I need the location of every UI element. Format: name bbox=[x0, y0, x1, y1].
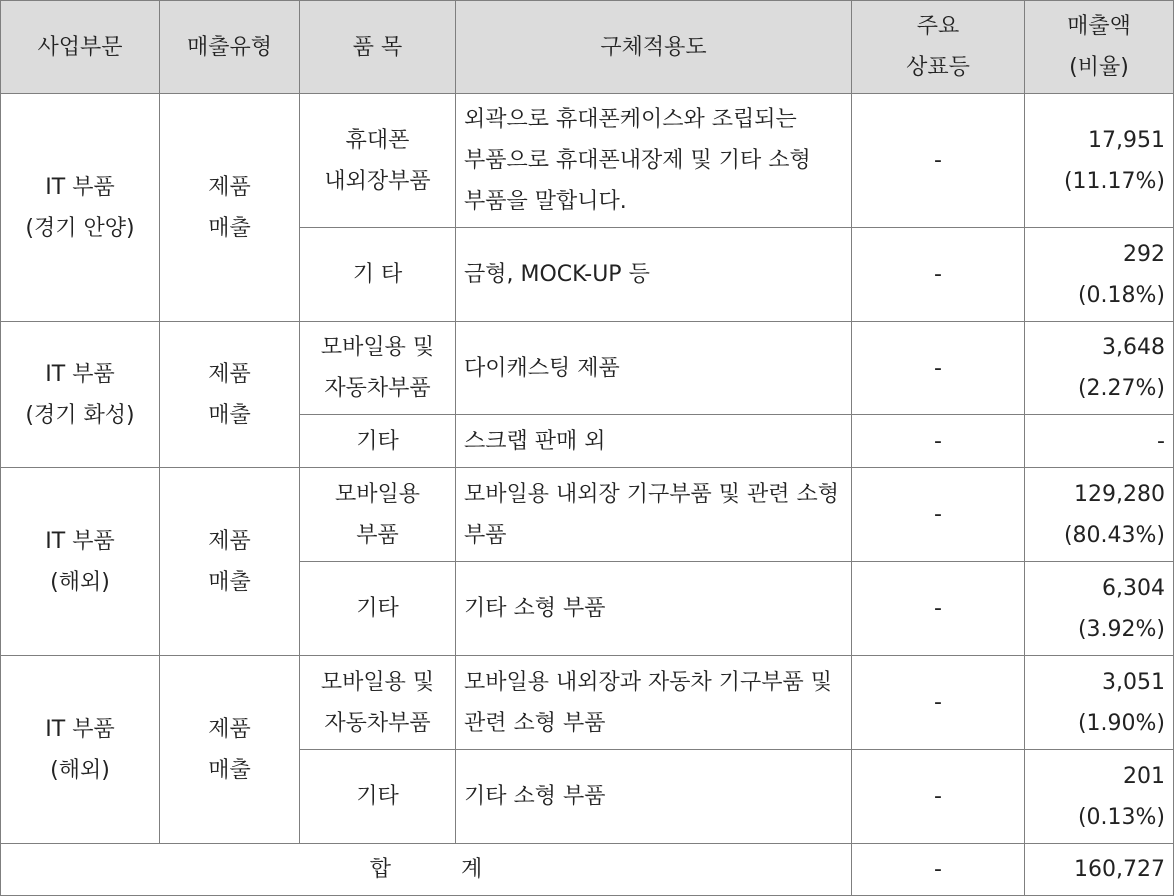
brand-cell: - bbox=[852, 750, 1025, 844]
item-cell bbox=[300, 415, 456, 468]
brand-cell: - bbox=[852, 656, 1025, 750]
item-cell bbox=[300, 562, 456, 656]
header-sales-line2: (비율) bbox=[1069, 55, 1129, 80]
segment-location: (해외) bbox=[50, 757, 110, 783]
segment-cell bbox=[1, 322, 160, 468]
sales-type-cell bbox=[160, 656, 300, 844]
sales-amount: 292 bbox=[1123, 241, 1165, 267]
item-line1: 기 타 bbox=[352, 262, 403, 287]
header-sales-line1: 매출액 bbox=[1067, 14, 1131, 39]
sales-type-line2: 매출 bbox=[208, 757, 251, 783]
sales-amount: 201 bbox=[1123, 763, 1165, 789]
sales-ratio: (2.27%) bbox=[1077, 376, 1165, 401]
table-row bbox=[1, 656, 1174, 750]
item-line2: 부품 bbox=[356, 522, 399, 548]
sales-amount: 3,648 bbox=[1102, 335, 1165, 360]
segment-location: (경기 화성) bbox=[25, 402, 135, 428]
sales-ratio: (0.18%) bbox=[1077, 282, 1165, 308]
sales-type-line1: 제품 bbox=[208, 716, 251, 742]
segment-name: IT 부품 bbox=[45, 174, 115, 200]
sales-ratio: (11.17%) bbox=[1063, 168, 1165, 194]
segment-location: (해외) bbox=[50, 569, 110, 595]
header-brand-line1: 주요 bbox=[916, 14, 960, 39]
sales-amount: 17,951 bbox=[1088, 127, 1165, 153]
usage-cell: 모바일용 내외장 기구부품 및 관련 소형 부품 bbox=[456, 468, 852, 562]
sales-cell bbox=[1025, 656, 1174, 750]
item-line1: 기타 bbox=[356, 428, 399, 454]
sales-ratio: (0.13%) bbox=[1077, 804, 1165, 830]
segment-name: IT 부품 bbox=[45, 716, 115, 742]
header-sales-type: 매출유형 bbox=[160, 1, 300, 94]
brand-cell: - bbox=[852, 228, 1025, 322]
sales-cell bbox=[1025, 468, 1174, 562]
segment-cell bbox=[1, 468, 160, 656]
segment-name: IT 부품 bbox=[45, 528, 115, 554]
segment-location: (경기 안양) bbox=[25, 215, 135, 241]
usage-cell: 기타 소형 부품 bbox=[456, 562, 852, 656]
table-row bbox=[1, 322, 1174, 415]
sales-cell bbox=[1025, 750, 1174, 844]
usage-cell: 스크랩 판매 외 bbox=[456, 415, 852, 468]
item-line1: 휴대폰 bbox=[345, 127, 410, 153]
segment-cell bbox=[1, 94, 160, 322]
sales-type-line2: 매출 bbox=[208, 569, 251, 595]
table-row bbox=[1, 94, 1174, 228]
sales-ratio: (80.43%) bbox=[1063, 522, 1165, 548]
sales-amount: 6,304 bbox=[1102, 575, 1165, 601]
item-line2: 자동차부품 bbox=[324, 710, 431, 736]
sales-ratio: (1.90%) bbox=[1077, 710, 1165, 736]
header-item: 품 목 bbox=[300, 1, 456, 94]
sales-type-cell bbox=[160, 468, 300, 656]
sales-cell bbox=[1025, 415, 1174, 468]
item-cell bbox=[300, 468, 456, 562]
sales-type-line2: 매출 bbox=[208, 402, 251, 428]
sales-type-line1: 제품 bbox=[208, 361, 251, 387]
item-line1: 모바일용 bbox=[334, 481, 420, 507]
item-line1: 기타 bbox=[356, 596, 399, 621]
sales-amount: 3,051 bbox=[1102, 669, 1165, 695]
sales-amount: 129,280 bbox=[1074, 481, 1165, 507]
header-brand bbox=[852, 1, 1025, 94]
brand-cell: - bbox=[852, 468, 1025, 562]
usage-cell: 다이캐스팅 제품 bbox=[456, 322, 852, 415]
total-amount: 160,727 bbox=[1025, 844, 1174, 896]
sales-type-line1: 제품 bbox=[208, 174, 251, 200]
item-line2: 자동차부품 bbox=[324, 376, 431, 401]
sales-type-line1: 제품 bbox=[208, 528, 251, 554]
sales-cell bbox=[1025, 94, 1174, 228]
sales-cell bbox=[1025, 322, 1174, 415]
segment-name: IT 부품 bbox=[45, 361, 115, 387]
header-row bbox=[1, 1, 1174, 94]
item-line1: 모바일용 및 bbox=[320, 335, 435, 360]
total-brand-cell: - bbox=[852, 844, 1025, 896]
usage-cell: 모바일용 내외장과 자동차 기구부품 및 관련 소형 부품 bbox=[456, 656, 852, 750]
sales-type-cell bbox=[160, 322, 300, 468]
sales-cell bbox=[1025, 228, 1174, 322]
header-brand-line2: 상표등 bbox=[906, 55, 970, 80]
brand-cell: - bbox=[852, 94, 1025, 228]
usage-cell: 기타 소형 부품 bbox=[456, 750, 852, 844]
header-usage: 구체적용도 bbox=[456, 1, 852, 94]
item-cell bbox=[300, 94, 456, 228]
brand-cell: - bbox=[852, 322, 1025, 415]
sales-cell bbox=[1025, 562, 1174, 656]
sales-type-cell bbox=[160, 94, 300, 322]
segment-cell bbox=[1, 656, 160, 844]
item-cell bbox=[300, 322, 456, 415]
header-sales-amount bbox=[1025, 1, 1174, 94]
item-line1: 모바일용 및 bbox=[320, 669, 435, 695]
usage-cell: 외곽으로 휴대폰케이스와 조립되는 부품으로 휴대폰내장제 및 기타 소형 부품을 말합니다. bbox=[456, 94, 852, 228]
brand-cell: - bbox=[852, 415, 1025, 468]
item-cell bbox=[300, 656, 456, 750]
table-row bbox=[1, 468, 1174, 562]
sales-ratio: (3.92%) bbox=[1077, 616, 1165, 642]
brand-cell: - bbox=[852, 562, 1025, 656]
sales-amount: - bbox=[1157, 428, 1165, 454]
sales-type-line2: 매출 bbox=[208, 215, 251, 241]
usage-cell: 금형, MOCK-UP 등 bbox=[456, 228, 852, 322]
total-row bbox=[1, 844, 1174, 896]
item-cell bbox=[300, 228, 456, 322]
item-cell bbox=[300, 750, 456, 844]
item-line1: 기타 bbox=[356, 784, 399, 809]
item-line2: 내외장부품 bbox=[324, 168, 431, 194]
header-segment: 사업부문 bbox=[1, 1, 160, 94]
total-label: 합 계 bbox=[1, 844, 852, 896]
